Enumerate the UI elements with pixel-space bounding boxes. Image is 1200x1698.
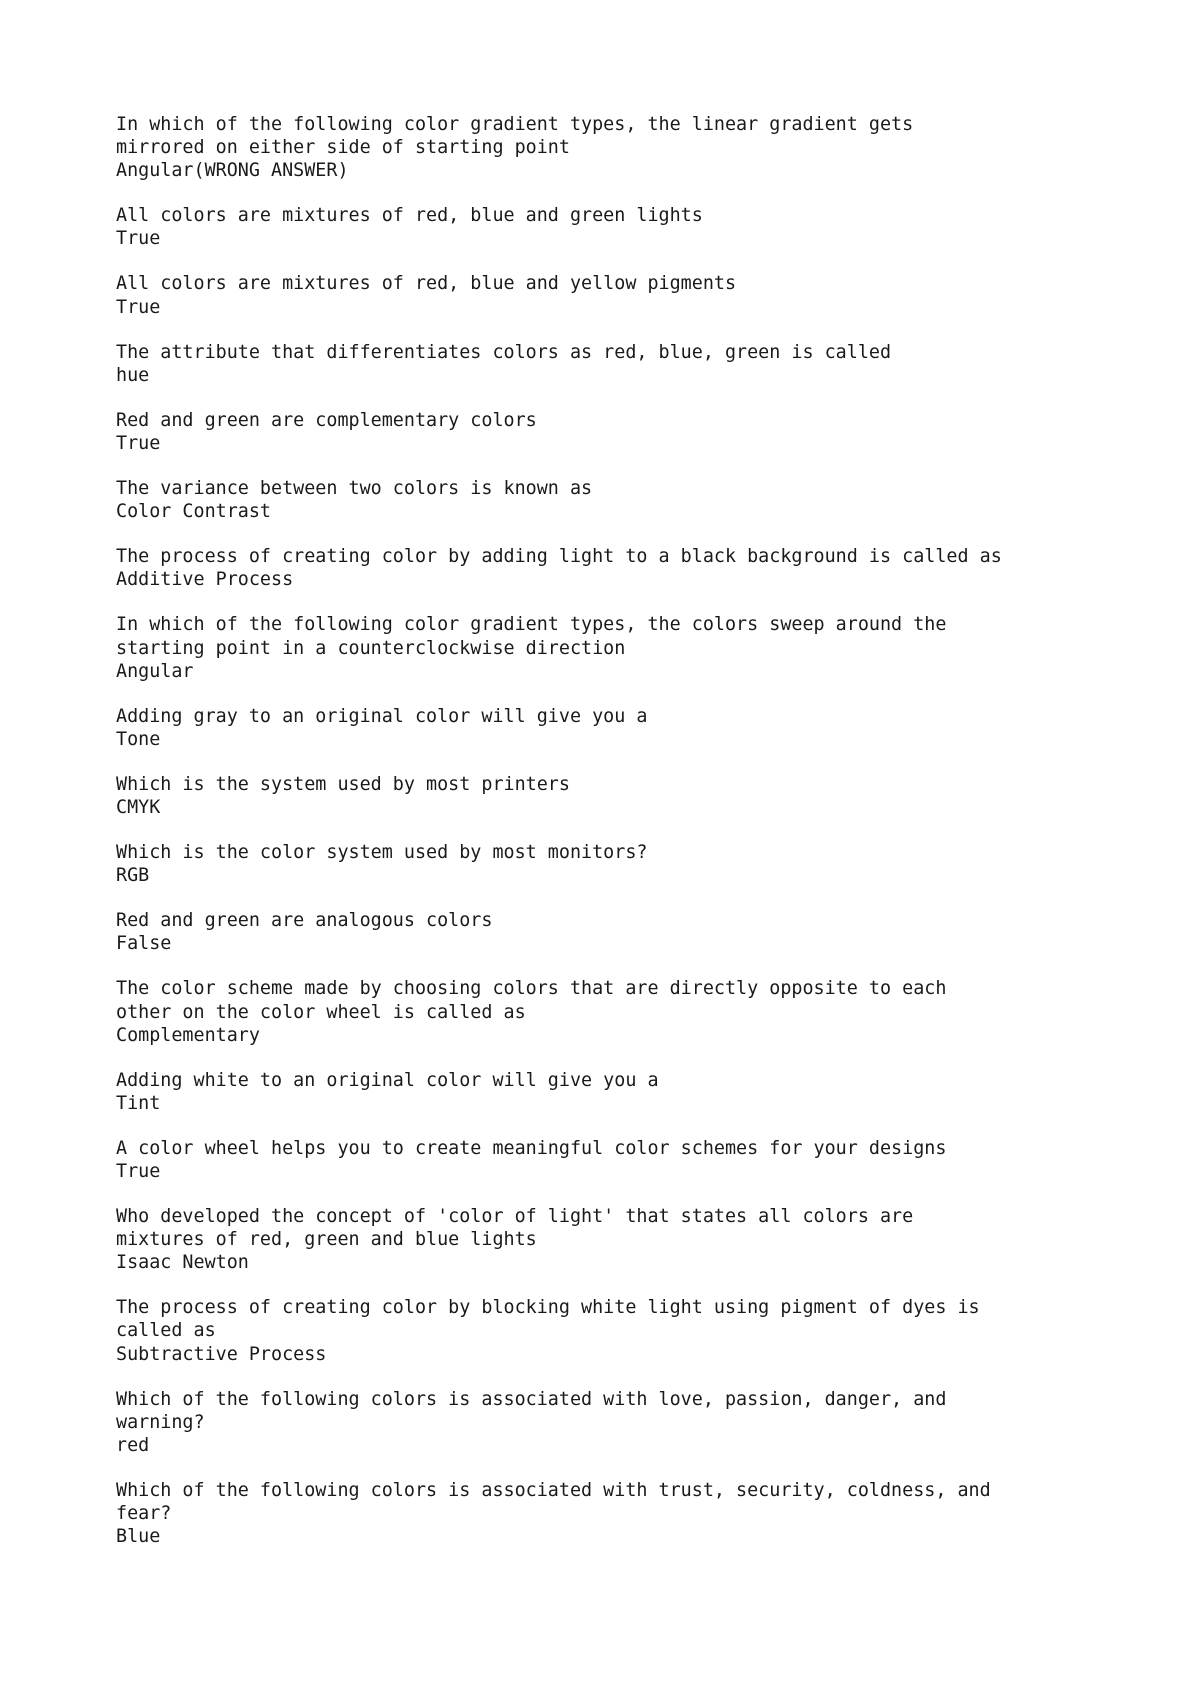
answer-text: Additive Process bbox=[116, 569, 294, 591]
answer-text: Tint bbox=[116, 1092, 161, 1114]
question-text: Red and green are analogous colors bbox=[116, 910, 493, 932]
question-text: All colors are mixtures of red, blue and green lights bbox=[116, 205, 703, 227]
qa-item bbox=[116, 1069, 1116, 1115]
qa-item bbox=[116, 705, 1116, 751]
qa-item bbox=[116, 409, 1116, 455]
qa-item bbox=[116, 977, 1116, 1046]
qa-item bbox=[116, 1205, 1116, 1274]
answer-text: Subtractive Process bbox=[116, 1343, 327, 1365]
answer-text: RGB bbox=[116, 865, 150, 887]
qa-item bbox=[116, 1388, 1116, 1457]
answer-text: CMYK bbox=[116, 796, 161, 818]
question-text: Adding gray to an original color will give you a bbox=[116, 705, 648, 727]
qa-item bbox=[116, 1296, 1116, 1365]
qa-item bbox=[116, 545, 1116, 591]
qa-item bbox=[116, 341, 1116, 387]
answer-text: Color Contrast bbox=[116, 501, 272, 523]
qa-item bbox=[116, 909, 1116, 955]
question-text: The color scheme made by choosing colors that are directly opposite to each other on the color wheel is called as bbox=[116, 978, 947, 1023]
document-page bbox=[116, 113, 1116, 1570]
qa-item bbox=[116, 613, 1116, 682]
answer-text: True bbox=[116, 296, 161, 318]
qa-item bbox=[116, 204, 1116, 250]
answer-text: True bbox=[116, 228, 161, 250]
question-text: Adding white to an original color will give you a bbox=[116, 1069, 659, 1091]
answer-text: red bbox=[116, 1434, 150, 1456]
answer-text: True bbox=[116, 1161, 161, 1182]
answer-text: hue bbox=[116, 364, 150, 386]
answer-text: Angular(WRONG ANSWER) bbox=[116, 160, 349, 182]
qa-item bbox=[116, 1137, 1116, 1183]
question-text: The process of creating color by blocking white light using pigment of dyes is called as bbox=[116, 1297, 980, 1342]
qa-item bbox=[116, 773, 1116, 819]
question-text: A color wheel helps you to create meaningful color schemes for your designs bbox=[116, 1137, 947, 1159]
question-text: Which of the following colors is associated with trust, security, coldness, and fear? bbox=[116, 1479, 991, 1525]
question-text: Which of the following colors is associated with love, passion, danger, and warning? bbox=[116, 1388, 947, 1433]
question-text: Who developed the concept of 'color of light' that states all colors are mixtures of red, green and blue lights bbox=[116, 1206, 914, 1251]
answer-text: Blue bbox=[116, 1526, 161, 1548]
question-text: The attribute that differentiates colors as red, blue, green is called bbox=[116, 341, 892, 363]
question-text: The process of creating color by adding light to a black background is called as bbox=[116, 546, 1002, 568]
answer-text: Angular bbox=[116, 660, 194, 682]
qa-item bbox=[116, 272, 1116, 318]
answer-text: False bbox=[116, 933, 172, 955]
answer-text: Tone bbox=[116, 728, 161, 750]
question-text: The variance between two colors is known as bbox=[116, 478, 593, 500]
qa-item bbox=[116, 841, 1116, 887]
question-text: In which of the following color gradient types, the colors sweep around the starting point in a counterclockwise direction bbox=[116, 614, 947, 659]
qa-item bbox=[116, 113, 1116, 182]
answer-text: Isaac Newton bbox=[116, 1252, 249, 1274]
question-text: In which of the following color gradient types, the linear gradient gets mirrored on either side of starting point bbox=[116, 114, 914, 159]
question-text: Which is the color system used by most monitors? bbox=[116, 842, 648, 864]
qa-item bbox=[116, 477, 1116, 523]
answer-text: True bbox=[116, 432, 161, 454]
question-text: Which is the system used by most printers bbox=[116, 773, 570, 795]
qa-item bbox=[116, 1479, 1116, 1548]
question-text: All colors are mixtures of red, blue and yellow pigments bbox=[116, 273, 737, 295]
answer-text: Complementary bbox=[116, 1024, 260, 1046]
question-text: Red and green are complementary colors bbox=[116, 409, 537, 431]
